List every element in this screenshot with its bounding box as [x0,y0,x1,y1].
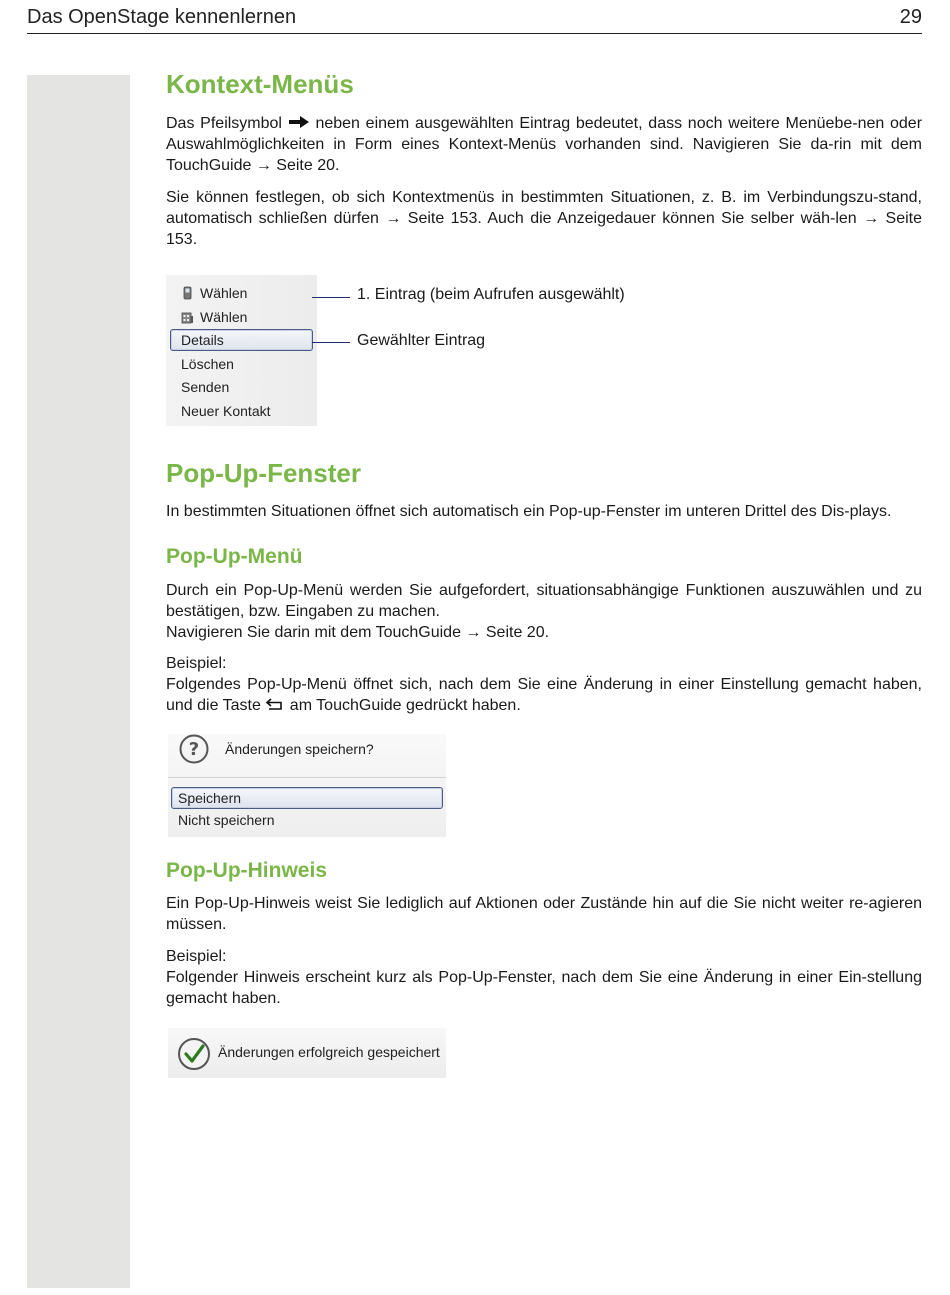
svg-text:?: ? [188,739,200,760]
option-label: Speichern [178,790,242,806]
text: Navigieren Sie darin mit dem TouchGuide [166,624,461,641]
menu-item-label: Senden [181,379,230,395]
heading-popup-fenster: Pop-Up-Fenster [166,458,361,488]
popup-fenster-paragraph: In bestimmten Situationen öffnet sich automatisch ein Pop-up-Fenster im unteren Drittel des Dis-plays. [166,503,892,520]
page-reference[interactable]: Seite 20. [276,157,340,174]
text: Folgendes Pop-Up-Menü öffnet sich, nach dem Sie eine Änderung in einer Einstellung gemacht haben, und die Taste [166,676,922,714]
callout-selected-entry: Gewählter Eintrag [357,332,486,349]
option-nicht-speichern[interactable] [171,809,443,831]
popup-menu-paragraph [166,580,922,643]
dialog-divider [168,777,446,778]
page-header [27,6,922,34]
option-speichern[interactable] [171,787,443,809]
context-menu-figure [166,275,922,435]
kontext-paragraph-2 [166,187,922,250]
notice-text: Änderungen erfolgreich gespeichert [218,1044,440,1060]
popup-menu-example [166,653,922,716]
text: Das Pfeilsymbol [166,115,282,132]
menu-item-senden[interactable] [170,376,313,398]
example-label: Beispiel: [166,655,227,672]
office-phone-icon [181,310,194,324]
text: Folgender Hinweis erscheint kurz als Pop-Up-Fenster, nach dem Sie eine Änderung in einer Ein-stellung gemacht haben. [166,969,922,1007]
context-menu [166,275,317,426]
reference-arrow-icon: → [385,210,402,227]
kontext-paragraph-1 [166,113,922,176]
text: Sie können festlegen, ob sich Kontextmenüs in bestimmten Situationen, z. B. im Verbindungszu-stand, automatisch schließen dürfen [166,189,922,227]
menu-item-waehlen-mobile[interactable] [170,282,313,304]
menu-item-label: Details [181,332,224,348]
popup-menu-dialog [168,734,446,837]
reference-arrow-icon: → [465,624,482,641]
sidebar-margin [27,75,130,1288]
heading-popup-menu: Pop-Up-Menü [166,545,303,568]
text: am TouchGuide gedrückt haben. [289,697,521,714]
menu-item-label: Löschen [181,356,234,372]
checkmark-icon [177,1037,211,1071]
menu-item-label: Wählen [200,285,248,301]
question-icon [179,734,209,764]
popup-hinweis-example [166,946,922,1009]
heading-popup-hinweis: Pop-Up-Hinweis [166,859,327,882]
dialog-question: Änderungen speichern? [225,741,374,757]
page-content [166,66,922,1078]
running-title: Das OpenStage kennenlernen [27,6,297,28]
menu-item-neuer-kontakt[interactable] [170,400,313,422]
back-key-icon [265,697,285,711]
popup-hinweis-paragraph: Ein Pop-Up-Hinweis weist Sie lediglich auf Aktionen oder Zustände hin auf die Sie nicht weiter re-agieren müssen. [166,895,922,933]
page-reference[interactable]: Seite 20. [485,624,550,641]
callout-line-first [312,297,350,298]
text: Durch ein Pop-Up-Menü werden Sie aufgefordert, situationsabhängige Funktionen auszuwählen und zu bestätigen, bzw. Eingaben zu machen. [166,582,922,620]
reference-arrow-icon: → [863,210,880,227]
text: neben einem ausgewählten Eintrag bedeutet, dass noch weitere Menüebe-nen oder Auswahlmöglichkeiten in Form eines Kontext-Menüs vorhanden sind. Navigieren Sie da-rin mit dem TouchGuide [166,115,923,174]
menu-item-label: Neuer Kontakt [181,403,271,419]
menu-item-label: Wählen [200,309,248,325]
mobile-phone-icon [181,286,194,300]
callout-line-selected [312,342,350,343]
popup-notice [168,1028,446,1078]
page-number: 29 [899,6,922,28]
menu-item-loeschen[interactable] [170,353,313,375]
arrow-right-icon [288,115,310,129]
example-label: Beispiel: [166,948,227,965]
page-reference[interactable]: Seite 153. Auch die Anzeigedauer können Sie selber wäh-len [407,210,857,227]
heading-kontext-menus: Kontext-Menüs [166,69,354,99]
menu-item-waehlen-office[interactable] [170,306,313,328]
reference-arrow-icon: → [255,157,272,174]
callout-first-entry: 1. Eintrag (beim Aufrufen ausgewählt) [357,286,625,303]
menu-item-details-selected[interactable] [170,329,313,351]
option-label: Nicht speichern [178,812,275,828]
page-reference[interactable]: Seite 153. [166,210,923,248]
